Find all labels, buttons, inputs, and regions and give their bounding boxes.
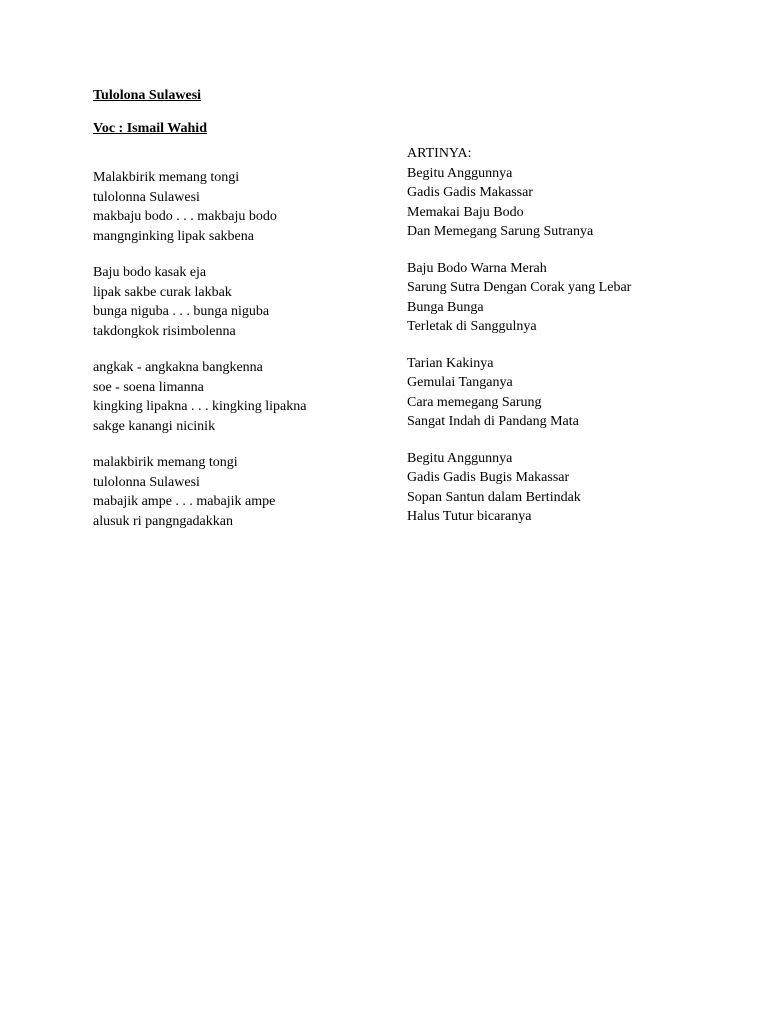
translation-line: Tarian Kakinya [407,355,494,371]
lyric-line: mabajik ampe . . . mabajik ampe [93,494,276,509]
lyric-line: bunga niguba . . . bunga niguba [93,304,270,319]
translation-line: Bunga Bunga [407,299,484,315]
document-title: Tulolona Sulawesi [93,88,202,103]
translation-stanza-2 [407,259,747,337]
document-subtitle: Voc : Ismail Wahid [93,121,207,136]
lyric-line: angkak - angkakna bangkenna [93,360,263,375]
lyric-line: sakge kanangi nicinik [93,418,216,434]
translation-line: Begitu Anggunnya [407,450,513,466]
lyric-line: takdongkok risimbolenna [93,323,236,339]
translation-line: Baju Bodo Warna Merah [407,260,547,276]
lyric-line: mangnginking lipak sakbena [93,228,254,244]
lyric-line: tulolonna Sulawesi [93,189,200,205]
translation-line: Begitu Anggunnya [407,165,513,181]
lyric-line: alusuk ri pangngadakkan [93,513,233,529]
translation-line: Halus Tutur bicaranya [407,509,532,524]
translation-line: Sopan Santun dalam Bertindak [407,489,581,505]
lyric-line: soe - soena limanna [93,379,204,395]
lyrics-column [93,168,383,548]
translation-heading: ARTINYA: [407,146,472,161]
translation-stanza-3 [407,354,747,432]
translation-column [407,144,747,544]
translation-line: Memakai Baju Bodo [407,204,524,220]
lyric-line: lipak sakbe curak lakbak [93,284,232,300]
translation-line: Gadis Gadis Makassar [407,185,533,200]
lyric-line: tulolonna Sulawesi [93,474,200,490]
lyrics-stanza-2 [93,263,383,341]
translation-stanza-4 [407,449,747,527]
translation-line: Gemulai Tanganya [407,375,513,390]
lyrics-stanza-1 [93,168,383,246]
translation-line: Gadis Gadis Bugis Makassar [407,470,570,485]
lyric-line: Baju bodo kasak eja [93,265,207,280]
translation-stanza-1 [407,144,747,242]
lyric-line: makbaju bodo . . . makbaju bodo [93,209,277,224]
lyric-line: Malakbirik memang tongi [93,170,240,185]
translation-line: Sarung Sutra Dengan Corak yang Lebar [407,280,632,295]
lyric-line: malakbirik memang tongi [93,455,238,470]
lyric-line: kingking lipakna . . . kingking lipakna [93,399,307,414]
translation-line: Cara memegang Sarung [407,394,542,410]
translation-line: Terletak di Sanggulnya [407,319,537,334]
translation-line: Sangat Indah di Pandang Mata [407,414,579,429]
lyrics-stanza-4 [93,453,383,531]
lyrics-stanza-3 [93,358,383,436]
translation-line: Dan Memegang Sarung Sutranya [407,224,594,239]
